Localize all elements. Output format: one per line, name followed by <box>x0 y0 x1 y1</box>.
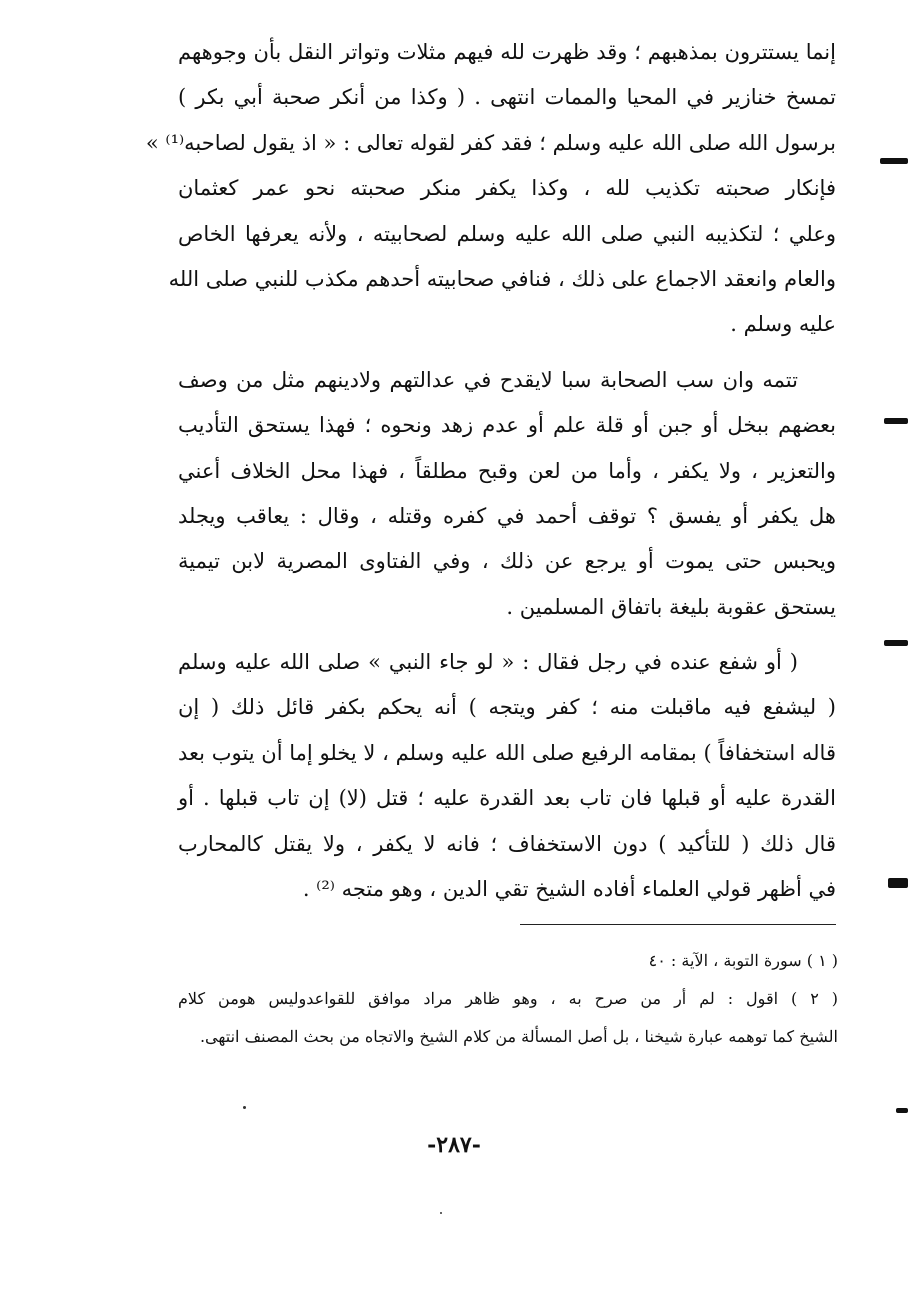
scan-speck <box>243 1106 246 1109</box>
text-line: ( ليشفع فيه ماقبلت منه ؛ كفر ويتجه ) أنه يحكم بكفر قائل ذلك ( إن <box>178 695 836 720</box>
main-text <box>145 30 836 912</box>
text-line: إنما يستترون بمذهبهم ؛ وقد ظهرت لله فيهم مثلات وتواتر النقل بأن وجوههم <box>178 40 836 64</box>
paragraph-gap <box>178 348 836 358</box>
text-line: ( أو شفع عنده في رجل فقال : « لو جاء النبي » صلى الله عليه وسلم <box>178 650 798 675</box>
text-line: قاله استخفافاً ) بمقامه الرفيع صلى الله عليه وسلم ، لا يخلو إما أن يتوب بعد <box>178 740 836 765</box>
margin-mark <box>896 1108 908 1113</box>
text-line: القدرة عليه أو قبلها فان تاب بعد القدرة عليه ؛ قتل (لا) إن تاب قبلها . أو <box>178 786 836 811</box>
margin-mark <box>884 640 908 646</box>
footnote-line: الشيخ كما توهمه عبارة شيخنا ، بل أصل المسألة من كلام الشيخ والاتجاه من بحث المصنف انتهى. <box>199 1027 838 1046</box>
text-line: والتعزير ، ولا يكفر ، وأما من لعن وقبح مطلقاً ، فهذا محل الخلاف أعني <box>178 458 836 483</box>
text-line: تمسخ خنازير في المحيا والممات انتهى . ( وكذا من أنكر صحبة أبي بكر ) <box>178 85 836 110</box>
text-line: بعضهم ببخل أو جبن أو قلة علم أو عدم زهد ونحوه ؛ فهذا يستحق التأديب <box>178 413 836 438</box>
text-line: في أظهر قولي العلماء أفاده الشيخ تقي الدين ، وهو متجه ⁽²⁾ . <box>302 877 836 902</box>
footnote-line: ( ١ ) سورة التوبة ، الآية : ٤٠ <box>648 951 838 970</box>
footnotes <box>178 942 838 1056</box>
footnote-separator <box>520 924 836 925</box>
text-line: وعلي ؛ لتكذيبه النبي صلى الله عليه وسلم لصحابيته ، ولأنه يعرفها الخاص <box>178 221 836 246</box>
text-line: ويحبس حتى يموت أو يرجع عن ذلك ، وفي الفتاوى المصرية لابن تيمية <box>178 549 836 574</box>
text-line: تتمه وان سب الصحابة سبا لايقدح في عدالتهم ولادينهم مثل من وصف <box>178 367 798 392</box>
text-line: والعام وانعقد الاجماع على ذلك ، فنافي صحابيته أحدهم مكذب للنبي صلى الله <box>168 266 836 291</box>
margin-mark <box>884 418 908 424</box>
margin-mark <box>880 158 908 164</box>
text-line: يستحق عقوبة بليغة باتفاق المسلمين . <box>506 594 836 619</box>
text-line: قال ذلك ( للتأكيد ) دون الاستخفاف ؛ فانه لا يكفر ، ولا يقتل كالمحارب <box>178 831 836 856</box>
text-line: برسول الله صلى الله عليه وسلم ؛ فقد كفر لقوله تعالى : « اذ يقول لصاحبه⁽¹⁾ » <box>145 130 836 155</box>
page-number: -٢٨٧- <box>427 1132 481 1158</box>
text-line: عليه وسلم . <box>730 312 836 337</box>
margin-mark <box>888 878 908 888</box>
text-line: هل يكفر أو يفسق ؟ توقف أحمد في كفره وقتله ، وقال : يعاقب ويجلد <box>178 503 836 528</box>
paragraph-gap <box>178 630 836 640</box>
footnote-line: ( ٢ ) اقول : لم أر من صرح به ، وهو ظاهر مراد موافق للقواعدوليس هومن كلام <box>178 989 838 1008</box>
text-line: فإنكار صحبته تكذيب لله ، وكذا يكفر منكر صحبته نحو عمر كعثمان <box>178 176 836 201</box>
scan-speck <box>440 1212 442 1214</box>
